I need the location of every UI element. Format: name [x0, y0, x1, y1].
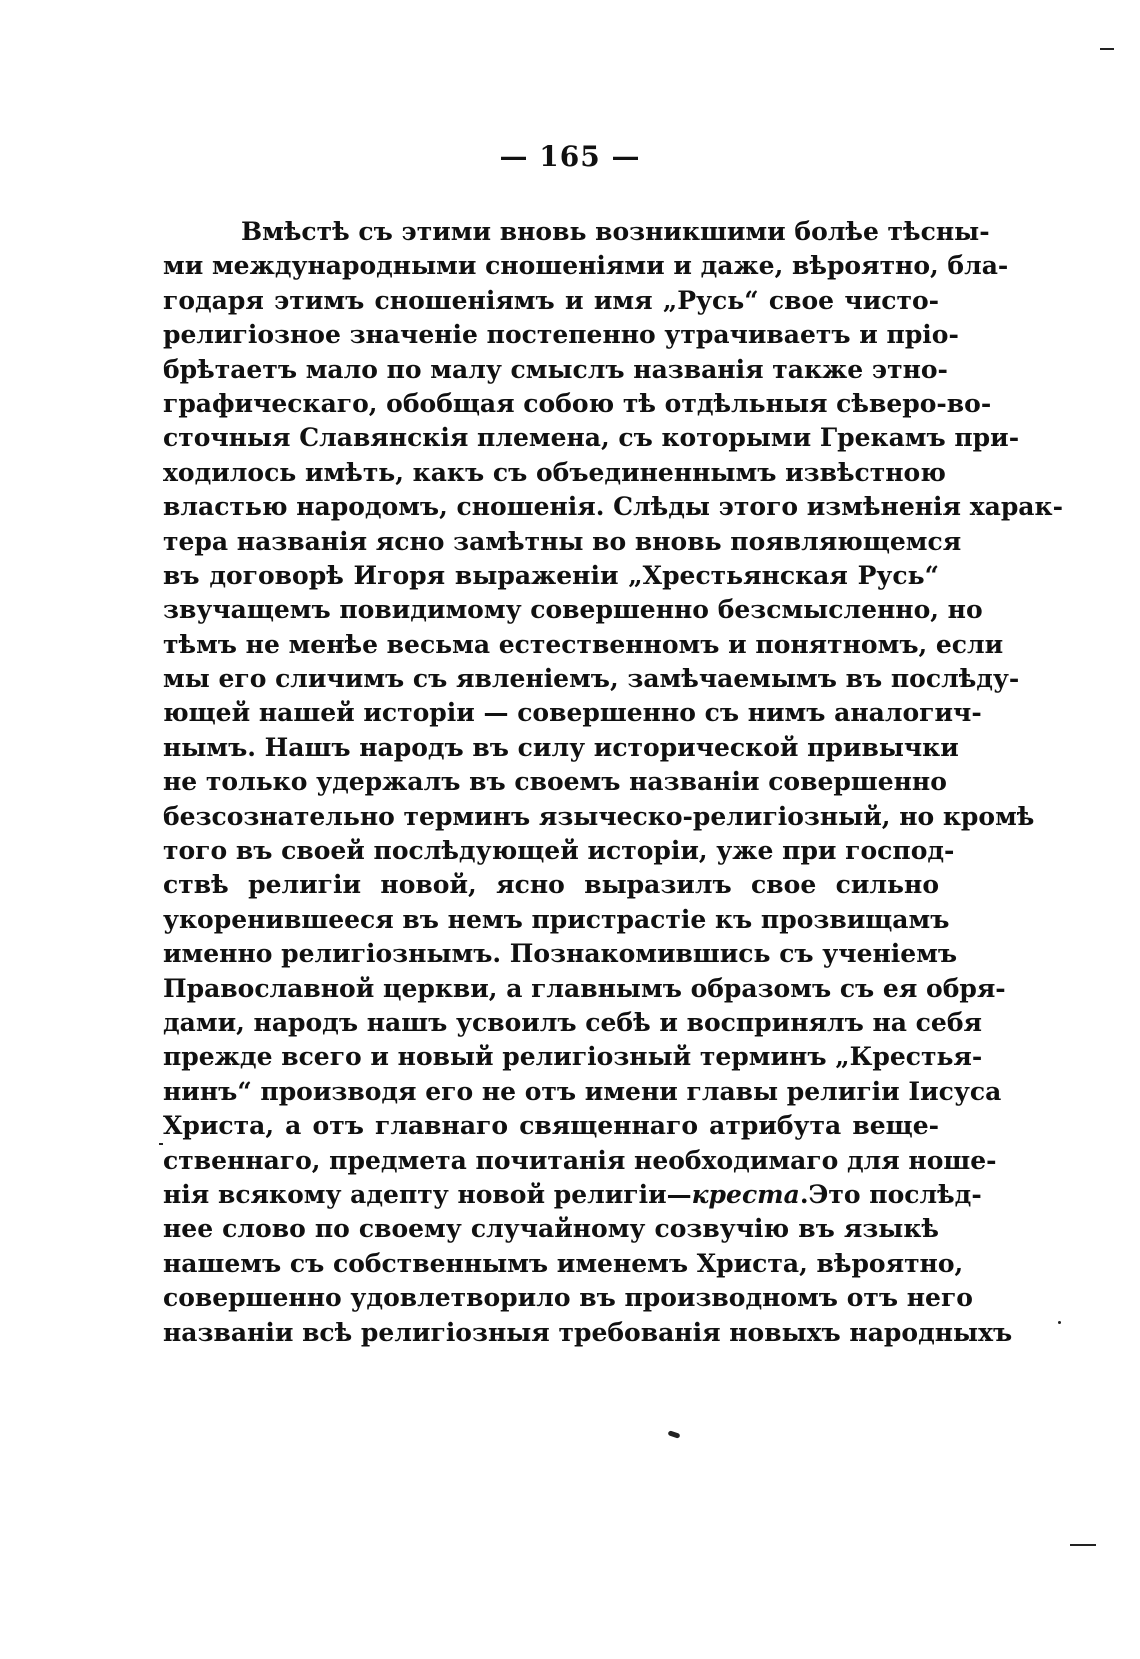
text-line: ющей нашей исторіи — совершенно съ нимъ аналогич-	[163, 698, 982, 728]
text-line: названіи всѣ религіозныя требованія новыхъ народныхъ	[163, 1317, 1013, 1347]
body-text	[163, 215, 1063, 1350]
text-line: нинъ“ производя его не отъ имени главы религіи Іисуса	[163, 1076, 1002, 1106]
scan-mark	[1100, 48, 1114, 50]
scan-mark	[159, 1143, 163, 1145]
text-line: Христа, а отъ главнаго священнаго атрибута веще-	[163, 1111, 939, 1141]
text-line: совершенно удовлетворило въ производномъ отъ него	[163, 1283, 973, 1313]
text-line	[163, 1178, 982, 1212]
text-line: нымъ. Нашъ народъ въ силу исторической привычки	[163, 732, 959, 762]
text-line: тѣмъ не менѣе весьма естественномъ и понятномъ, если	[163, 629, 1004, 659]
text-line: нее слово по своему случайному созвучію въ языкѣ	[163, 1214, 939, 1244]
text-line: Вмѣстѣ съ этими вновь возникшими болѣе тѣсны-	[241, 217, 990, 246]
ink-blot	[668, 1430, 681, 1438]
text-line: мы его сличимъ съ явленіемъ, замѣчаемымъ въ послѣду-	[163, 664, 1020, 694]
text-line: ходилось имѣть, какъ съ объединеннымъ извѣстною	[163, 457, 946, 487]
text-line: нашемъ съ собственнымъ именемъ Христа, вѣроятно,	[163, 1248, 964, 1278]
page-number: — 165 —	[499, 140, 641, 173]
text-line: брѣтаетъ мало по малу смыслъ названія также этно-	[163, 354, 948, 384]
text-line: ми международными сношеніями и даже, вѣроятно, бла-	[163, 251, 1009, 281]
text-line: именно религіознымъ. Познакомившись съ ученіемъ	[163, 939, 958, 969]
text-line: сточныя Славянскія племена, съ которыми Грекамъ при-	[163, 423, 1020, 453]
italic-word: креста	[691, 1179, 800, 1209]
text-line: ственнаго, предмета почитанія необходимаго для ноше-	[163, 1145, 997, 1175]
text-line: ствѣ религіи новой, ясно выразилъ свое сильно	[163, 870, 939, 900]
text-line: прежде всего и новый религіозный терминъ „Крестья-	[163, 1042, 983, 1072]
text-line: укоренившееся въ немъ пристрастіе къ прозвищамъ	[163, 904, 950, 934]
text-line: дами, народъ нашъ усвоилъ себѣ и воспринялъ на себя	[163, 1007, 982, 1037]
text-line: безсознательно терминъ языческо-религіозный, но кромѣ	[163, 801, 1035, 831]
text-line: не только удержалъ въ своемъ названіи совершенно	[163, 767, 947, 797]
text-line: годаря этимъ сношеніямъ и имя „Русь“ свое чисто-	[163, 285, 939, 315]
text-line: того въ своей послѣдующей исторіи, уже при господ-	[163, 836, 955, 866]
text-line: въ договорѣ Игоря выраженіи „Хрестьянская Русь“	[163, 560, 939, 590]
text-segment: .Это послѣд-	[799, 1179, 982, 1209]
text-line: властью народомъ, сношенія. Слѣды этого измѣненія харак-	[163, 492, 1063, 522]
scan-mark	[1070, 1544, 1096, 1546]
text-line: тера названія ясно замѣтны во вновь появляющемся	[163, 526, 962, 556]
text-line: религіозное значеніе постепенно утрачиваетъ и пріо-	[163, 320, 959, 350]
text-line: Православной церкви, а главнымъ образомъ съ ея обря-	[163, 973, 1006, 1003]
text-line: звучащемъ повидимому совершенно безсмысленно, но	[163, 595, 983, 625]
text-segment: нія всякому адепту новой религіи—	[163, 1179, 692, 1209]
scan-mark	[1058, 1321, 1061, 1324]
text-line: графическаго, обобщая собою тѣ отдѣльныя сѣверо-во-	[163, 388, 992, 418]
